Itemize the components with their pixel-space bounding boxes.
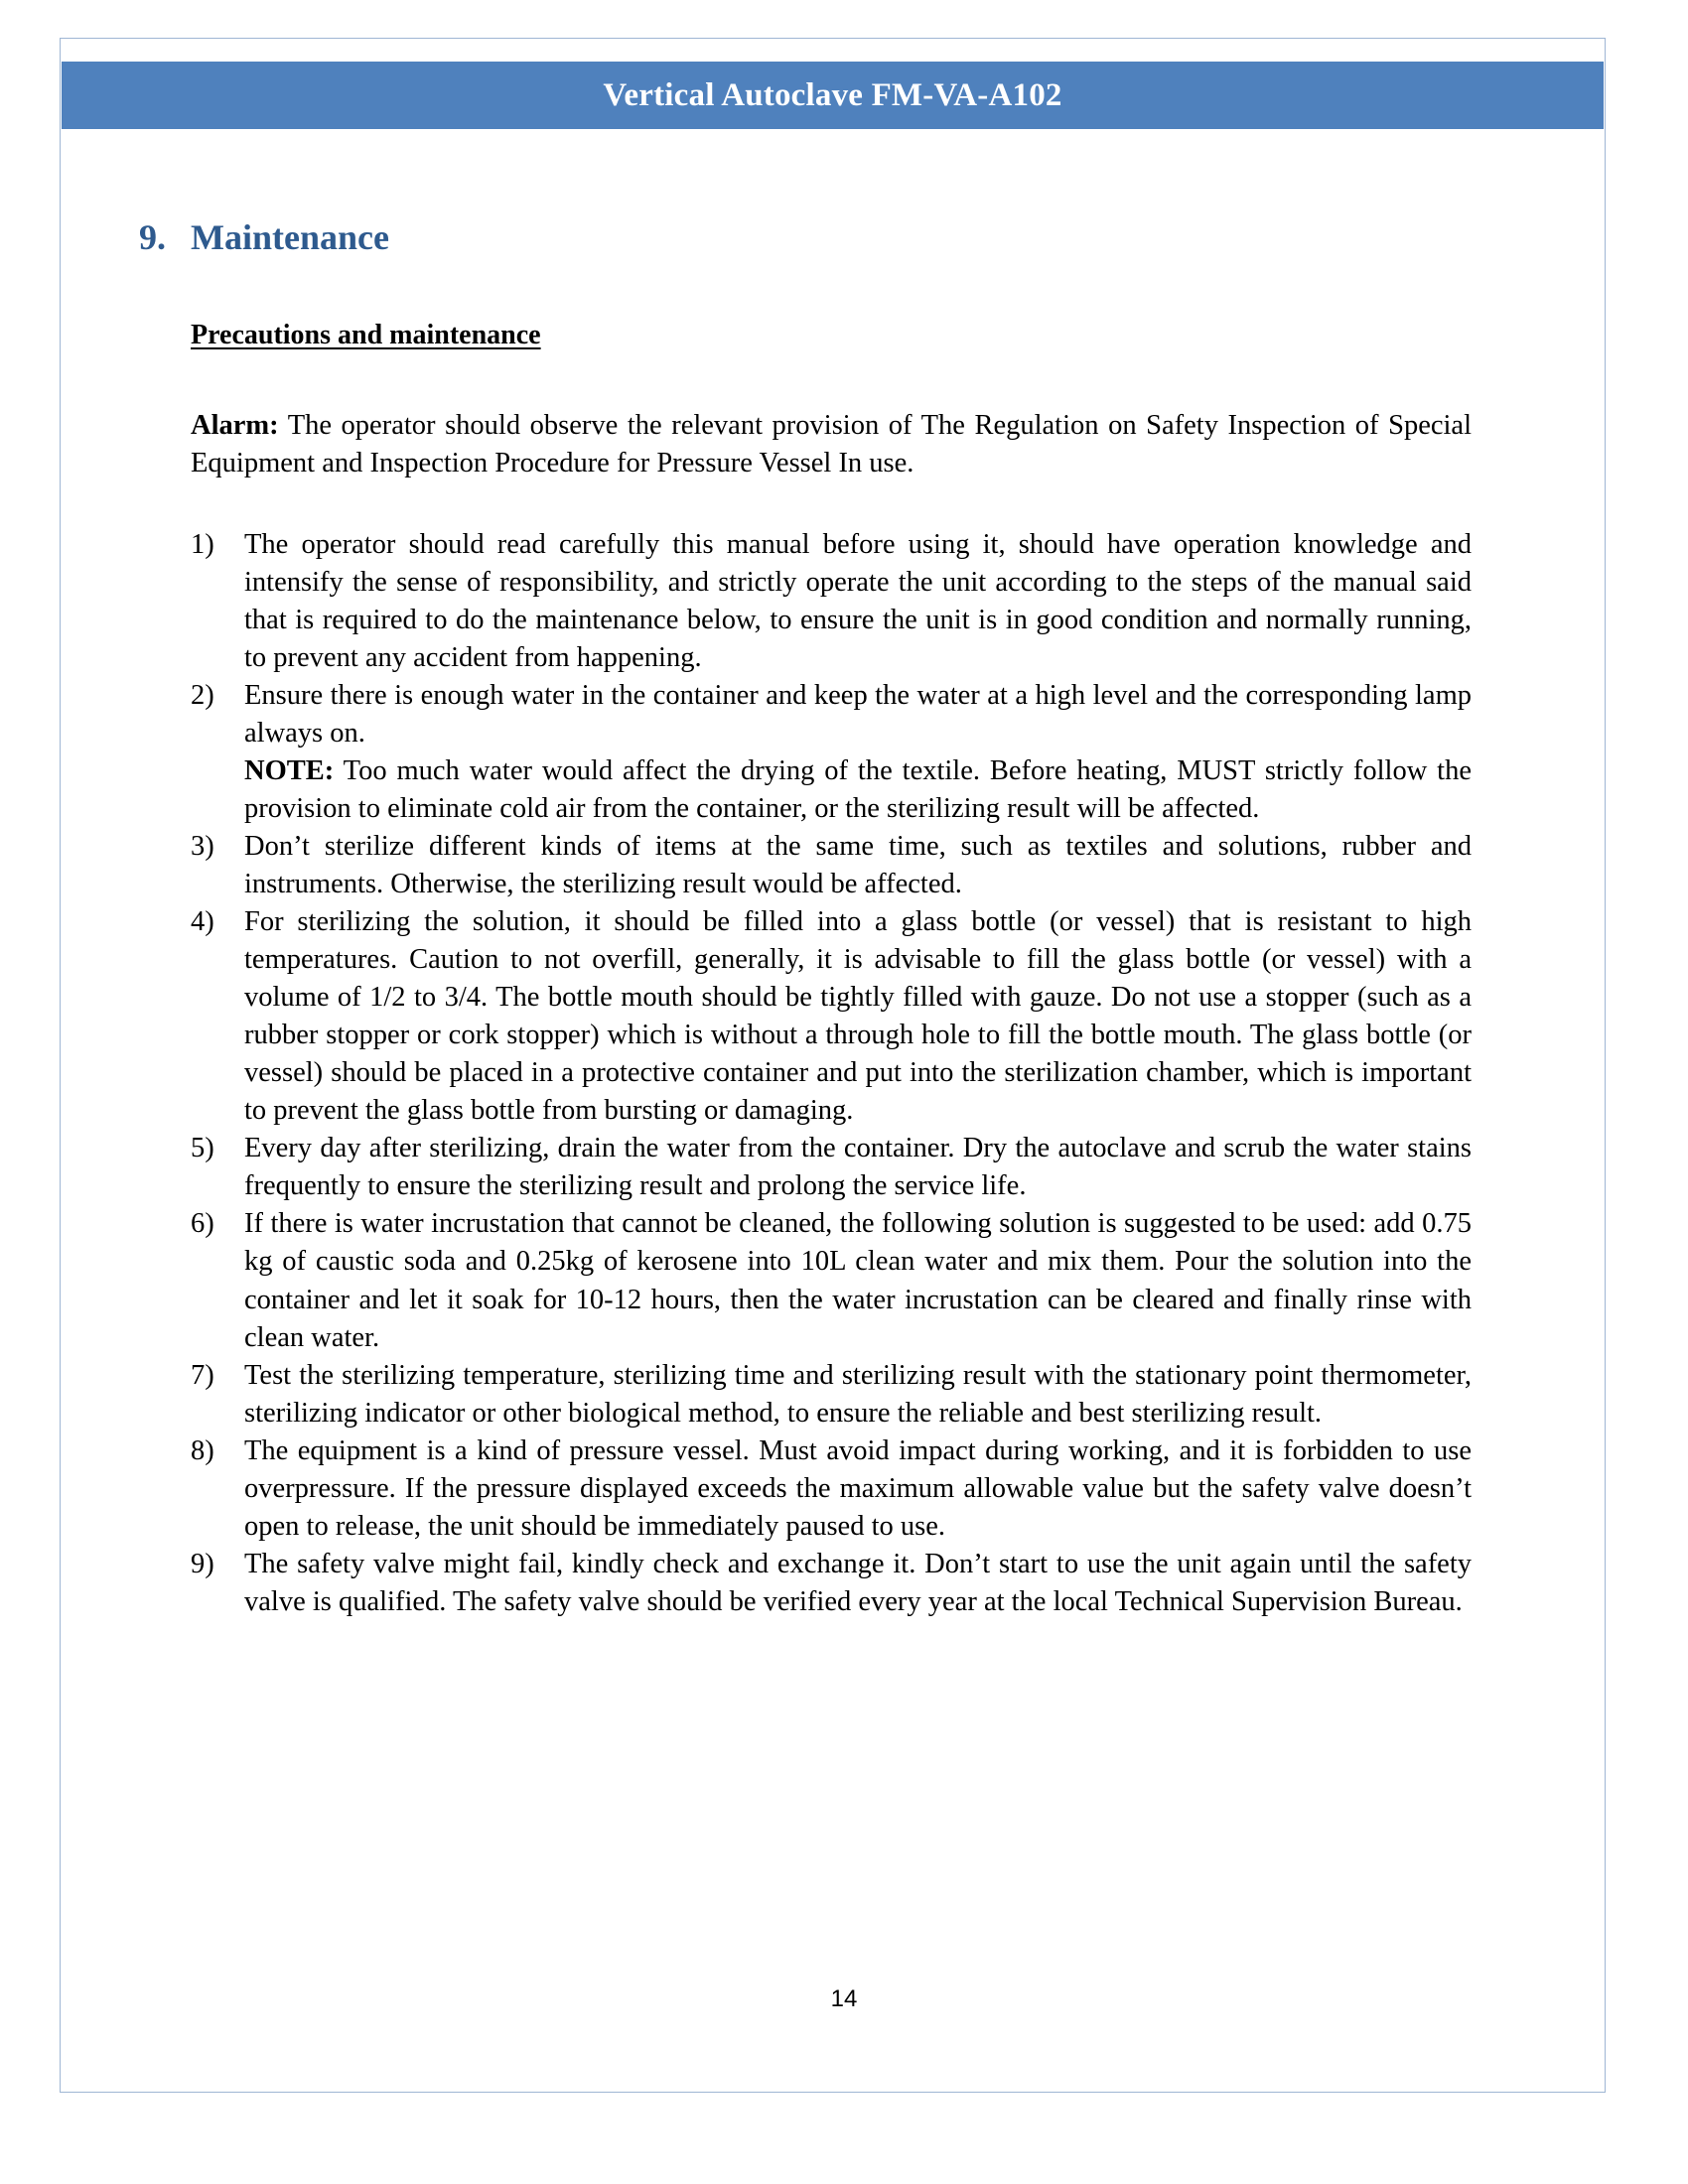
precautions-list bbox=[191, 526, 1472, 1621]
list-item-text: Don’t sterilize different kinds of items at the same time, such as textiles and solutions, rubber and instruments. Otherwise, the sterilizing result would be affected. bbox=[244, 830, 1472, 899]
list-item-text: The operator should read carefully this manual before using it, should have operation knowledge and intensify the sense of responsibility, and strictly operate the unit according to the steps of the manual said that is required to do the maintenance below, to ensure the unit is in good condition and normally running, to prevent any accident from happening. bbox=[244, 528, 1472, 673]
list-item-marker: 2) bbox=[191, 679, 214, 711]
section-heading bbox=[139, 218, 1472, 258]
list-item bbox=[191, 1357, 1472, 1433]
list-item-marker: 8) bbox=[191, 1434, 214, 1466]
page-content bbox=[139, 217, 1472, 1621]
list-item bbox=[191, 526, 1472, 677]
list-item bbox=[191, 1130, 1472, 1205]
list-item bbox=[191, 1433, 1472, 1546]
section-title: Maintenance bbox=[191, 217, 389, 257]
list-item-text: If there is water incrustation that cannot be cleaned, the following solution is suggested to be used: add 0.75 kg of caustic soda and 0.25kg of kerosene into 10L clean water and mix them. Pour the solution into the container and let it soak for 10-12 hours, then the water incrustation can be cleared and finally rinse with clean water. bbox=[244, 1208, 1472, 1353]
page-number: 14 bbox=[830, 1985, 858, 2012]
section-number: 9. bbox=[139, 217, 166, 257]
note-text: Too much water would affect the drying of the textile. Before heating, MUST strictly follow the provision to eliminate cold air from the container, or the sterilizing result will be affected. bbox=[244, 754, 1472, 824]
list-item-marker: 5) bbox=[191, 1133, 214, 1164]
list-item bbox=[191, 1205, 1472, 1356]
list-item bbox=[191, 903, 1472, 1130]
subsection-heading: Precautions and maintenance bbox=[191, 319, 541, 350]
document-title: Vertical Autoclave FM-VA-A102 bbox=[603, 76, 1062, 113]
list-item-marker: 1) bbox=[191, 528, 214, 560]
list-item-text: Ensure there is enough water in the container and keep the water at a high level and the corresponding lamp always on. bbox=[244, 679, 1472, 749]
list-item-text: For sterilizing the solution, it should be filled into a glass bottle (or vessel) that is resistant to high temperatures. Caution to not overfill, generally, it is advisable to fill the glass bottle (or vessel) with a volume of 1/2 to 3/4. The bottle mouth should be tightly filled with gauze. Do not use a stopper (such as a rubber stopper or cork stopper) which is without a through hole to fill the bottle mouth. The glass bottle (or vessel) should be placed in a protective container and put into the sterilization chamber, which is important to prevent the glass bottle from bursting or damaging. bbox=[244, 906, 1472, 1127]
list-item bbox=[191, 677, 1472, 828]
list-item-marker: 6) bbox=[191, 1208, 214, 1240]
document-header-banner bbox=[62, 62, 1604, 129]
alarm-text: The operator should observe the relevant provision of The Regulation on Safety Inspection of Special Equipment and Inspection Procedure for Pressure Vessel In use. bbox=[191, 409, 1472, 478]
list-item-text: The equipment is a kind of pressure vessel. Must avoid impact during working, and it is forbidden to use overpressure. If the pressure displayed exceeds the maximum allowable value but the safety valve doesn’t open to release, the unit should be immediately paused to use. bbox=[244, 1434, 1472, 1542]
list-item-text: Every day after sterilizing, drain the water from the container. Dry the autoclave and scrub the water stains frequently to ensure the sterilizing result and prolong the service life. bbox=[244, 1133, 1472, 1202]
alarm-label: Alarm: bbox=[191, 409, 279, 441]
list-item-text: Test the sterilizing temperature, sterilizing time and sterilizing result with the stationary point thermometer, sterilizing indicator or other biological method, to ensure the reliable and best sterilizing result. bbox=[244, 1359, 1472, 1429]
list-item-marker: 9) bbox=[191, 1548, 214, 1579]
list-item-marker: 3) bbox=[191, 830, 214, 862]
list-item bbox=[191, 828, 1472, 903]
list-item-text: The safety valve might fail, kindly check and exchange it. Don’t start to use the unit again until the safety valve is qualified. The safety valve should be verified every year at the local Technical Supervision Bureau. bbox=[244, 1548, 1472, 1617]
alarm-paragraph bbox=[191, 407, 1472, 482]
list-item-note bbox=[244, 752, 1472, 828]
list-item-marker: 7) bbox=[191, 1359, 214, 1391]
list-item bbox=[191, 1546, 1472, 1621]
note-label: NOTE: bbox=[244, 754, 335, 786]
list-item-marker: 4) bbox=[191, 906, 214, 938]
